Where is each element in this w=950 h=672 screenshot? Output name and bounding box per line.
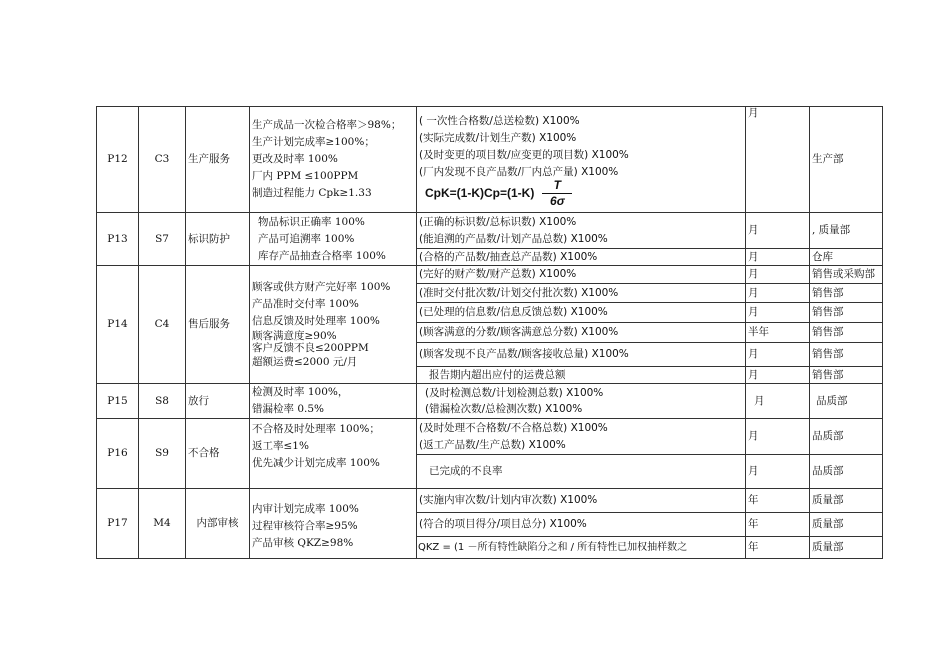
target-item: 检测及时率 100%， [252,386,349,398]
formula-item: (完好的财产数/财产总数) X100% [417,266,746,284]
formula-item: (能追溯的产品数/计划产品总数) X100% [419,232,608,245]
target-list [250,489,417,559]
target-list [250,107,417,213]
department: 销售部 [810,303,883,323]
target-item: 制造过程能力 Cpk≥1.33 [252,187,372,199]
formula-item: (顾客满意的分数/顾客满意总分数) X100% [417,323,746,343]
department: 生产部 [810,107,883,213]
cpk-numerator: T [553,178,562,192]
formula-item: (及时处理不合格数/不合格总数) X100% [419,421,608,434]
target-item: 信息反馈及时处理率 100% [252,314,380,327]
target-item: 内审计划完成率 100% [252,503,359,515]
formula-list [417,213,746,249]
department: 质量部 [810,513,883,537]
target-item: 过程审核符合率≥95% [252,520,358,532]
period: 月 [746,455,810,489]
process-code: P14 [97,266,139,384]
process-subcode: S8 [139,384,186,419]
table-row [97,489,883,513]
target-item: 产品审核 QKZ≥98% [252,537,354,549]
formula-item: (符合的项目得分/项目总分) X100% [417,513,746,537]
target-item: 错漏检率 0.5% [252,403,325,415]
period: 月 [746,303,810,323]
table-row [97,107,883,213]
period: 月 [746,284,810,303]
period: 年 [746,537,810,559]
formula-list [417,384,746,419]
target-item: 生产计划完成率≥100%； [252,136,375,148]
target-list [250,213,417,266]
formula-item: 报告期内超出应付的运费总额 [417,367,746,384]
table-row [97,419,883,455]
cpk-fraction [542,179,572,208]
formula-list [417,107,746,213]
process-code: P13 [97,213,139,266]
target-item: 生产成品一次检合格率＞98%； [252,119,402,131]
formula-item: QKZ = (1 －所有特性缺陷分之和 / 所有特性已加权抽样数之 [417,537,746,559]
target-item: 顾客满意度≥90% [252,329,337,342]
process-code: P15 [97,384,139,419]
target-item: 优先减少计划完成率 100% [252,457,380,469]
department: 销售部 [810,343,883,367]
kpi-table-page [96,106,882,559]
process-code: P17 [97,489,139,559]
table-row [97,266,883,284]
period: 月 [746,213,810,249]
target-item: 库存产品抽查合格率 100% [258,249,386,262]
cpk-formula-left: CpK=(1-K)Cp=(1-K) [425,186,535,200]
target-item: 客户反馈不良≤200PPM [252,341,369,354]
formula-item: (厂内发现不良产品数/厂内总产量) X100% [419,165,619,178]
formula-list [417,419,746,455]
department: 质量部 [810,489,883,513]
period: 月 [746,384,810,419]
department: 销售部 [810,284,883,303]
target-item: 更改及时率 100% [252,153,338,165]
process-subcode: C3 [139,107,186,213]
process-name: 标识防护 [186,213,250,266]
formula-item: (及时变更的项目数/应变更的项目数) X100% [419,148,629,161]
kpi-table [96,106,883,559]
period: 半年 [746,323,810,343]
process-name: 内部审核 [186,489,250,559]
period: 年 [746,513,810,537]
formula-item: (合格的产品数/抽查总产品数) X100% [417,249,746,266]
target-list [250,384,417,419]
process-name: 生产服务 [186,107,250,213]
formula-item: (实际完成数/计划生产数) X100% [419,131,577,144]
target-item: 不合格及时处理率 100%； [252,423,380,435]
department: 销售部 [810,367,883,384]
cpk-denominator: 6σ [550,194,565,208]
period: 月 [746,266,810,284]
formula-item: (实施内审次数/计划内审次数) X100% [417,489,746,513]
process-code: P16 [97,419,139,489]
department: 品质部 [810,455,883,489]
formula-item: (正确的标识数/总标识数) X100% [419,215,577,228]
table-row [97,384,883,419]
formula-item: (及时检测总数/计划检测总数) X100% [425,387,604,399]
period: 月 [746,249,810,266]
table-row [97,213,883,249]
period: 月 [746,419,810,455]
target-item: 返工率≤1% [252,440,309,452]
process-name: 不合格 [186,419,250,489]
department: 质量部 [810,537,883,559]
formula-item: 已完成的不良率 [417,455,746,489]
process-code: P12 [97,107,139,213]
department: 仓库 [810,249,883,266]
process-subcode: C4 [139,266,186,384]
formula-item: (返工产品数/生产总数) X100% [419,438,566,451]
process-subcode: S9 [139,419,186,489]
process-subcode: S7 [139,213,186,266]
target-list [250,419,417,489]
period: 月 [746,367,810,384]
formula-item: (错漏检次数/总检测次数) X100% [425,403,583,415]
process-name: 售后服务 [186,266,250,384]
target-item: 物品标识正确率 100% [258,215,365,228]
cpk-formula [419,178,743,208]
target-list [250,266,417,384]
process-name: 放行 [186,384,250,419]
department: , 质量部 [810,213,883,249]
formula-item: (准时交付批次数/计划交付批次数) X100% [417,284,746,303]
formula-item: (已处理的信息数/信息反馈总数) X100% [417,303,746,323]
department: 销售或采购部 [810,266,883,284]
department: 销售部 [810,323,883,343]
department: 品质部 [810,419,883,455]
formula-item: ( 一次性合格数/总送检数) X100% [419,114,580,127]
target-item: 产品可追溯率 100% [258,232,355,245]
target-item: 顾客或供方财产完好率 100% [252,280,391,293]
department: 品质部 [810,384,883,419]
target-item: 产品准时交付率 100% [252,297,359,310]
period: 年 [746,489,810,513]
period: 月 [746,343,810,367]
formula-item: (顾客发现不良产品数/顾客接收总量) X100% [417,343,746,367]
target-item: 厂内 PPM ≤100PPM [252,170,359,182]
period: 月 [746,107,810,213]
target-item: 超额运费≤2000 元/月 [252,355,358,368]
process-subcode: M4 [139,489,186,559]
